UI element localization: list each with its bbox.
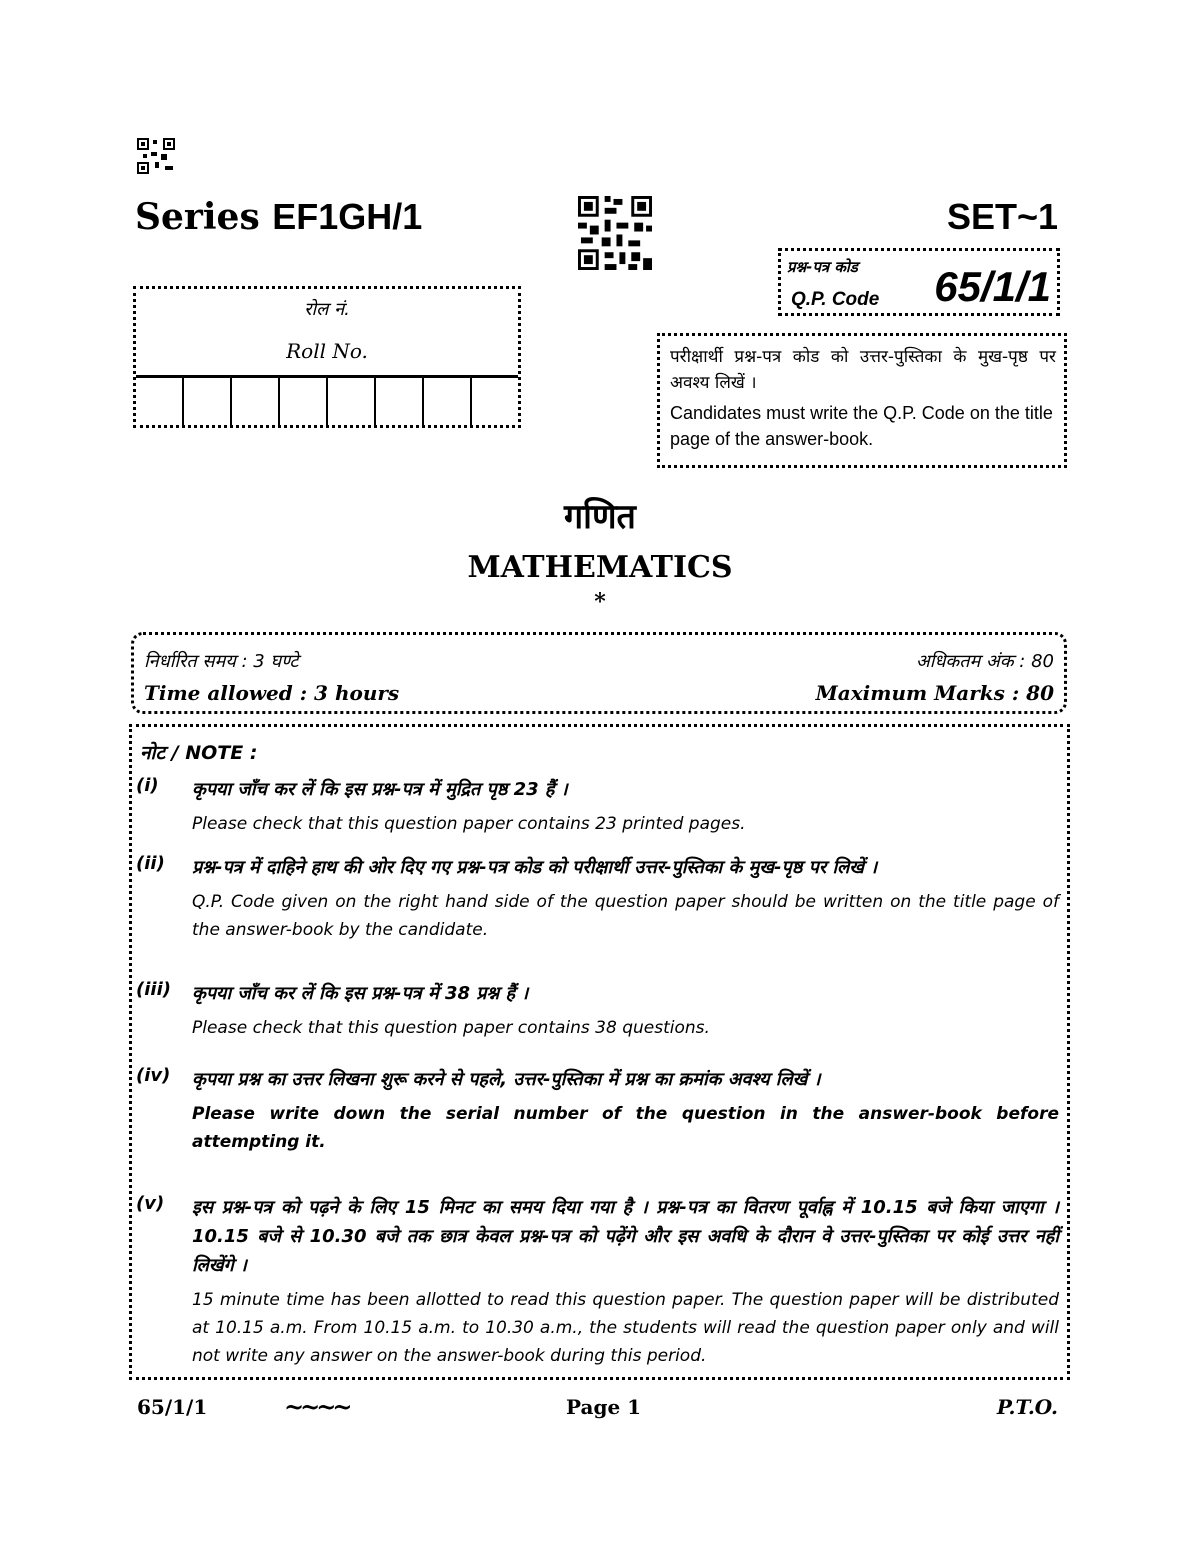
candidates-note-english: Candidates must write the Q.P. Code on the title page of the answer-book. — [670, 403, 1053, 449]
roll-cell[interactable] — [472, 378, 518, 425]
roll-number-box — [133, 286, 521, 428]
subject-title-english: MATHEMATICS — [467, 550, 733, 585]
max-marks-english: Maximum Marks : 80 — [815, 681, 1054, 705]
instruction-english: Please check that this question paper contains 38 questions. — [192, 1018, 710, 1038]
set-label: SET~1 — [946, 196, 1058, 237]
qp-code-label-hindi: प्रश्न-पत्र कोड — [787, 258, 858, 276]
time-marks-box — [131, 632, 1067, 714]
series-word: Series — [135, 196, 260, 238]
instruction-hindi: प्रश्न-पत्र में दाहिने हाथ की ओर दिए गए प्रश्न-पत्र कोड को परीक्षार्थी उत्तर-पुस्तिका के मुख-पृष्ठ पर लिखें । — [192, 857, 878, 878]
instruction-item — [132, 1065, 1059, 1156]
roll-label-english: Roll No. — [286, 339, 368, 363]
time-row-english — [144, 681, 1054, 705]
instruction-number: (ii) — [136, 853, 165, 874]
instruction-item — [132, 1193, 1059, 1370]
instruction-hindi: कृपया प्रश्न का उत्तर लिखना शुरू करने से पहले, उत्तर-पुस्तिका में प्रश्न का क्रमांक अवश्य लिखें । — [192, 1069, 821, 1090]
roll-number-cells — [136, 375, 518, 425]
instruction-english: 15 minute time has been allotted to read this question paper. The question paper will be distributed at 10.15 a.m. From 10.15 a.m. to 10.30 a.m., the students will read the question paper only and will not write any answer on the answer-book during this period. — [192, 1290, 1059, 1366]
footer-qp-code: 65/1/1 — [137, 1395, 208, 1419]
instruction-hindi: कृपया जाँच कर लें कि इस प्रश्न-पत्र में मुद्रित पृष्ठ 23 हैं । — [192, 779, 568, 800]
note-heading: नोट / NOTE : — [140, 742, 258, 764]
roll-cell[interactable] — [136, 378, 184, 425]
series-code: EF1GH/1 — [272, 196, 423, 237]
roll-label-hindi: रोल नं. — [304, 299, 350, 320]
candidates-note-hindi: परीक्षार्थी प्रश्न-पत्र कोड को उत्तर-पुस्तिका के मुख-पृष्ठ पर अवश्य लिखें । — [670, 347, 1056, 393]
small-qr-code — [137, 138, 175, 174]
roll-cell[interactable] — [328, 378, 376, 425]
instruction-item — [132, 775, 1059, 838]
footer-wave-mark: ~~~~ — [284, 1392, 349, 1421]
roll-cell[interactable] — [424, 378, 472, 425]
max-marks-hindi: अधिकतम अंक : 80 — [915, 651, 1054, 672]
instruction-number: (iii) — [136, 979, 171, 1000]
instruction-number: (iv) — [136, 1065, 171, 1086]
instruction-english: Please check that this question paper contains 23 printed pages. — [192, 814, 746, 834]
time-allowed-english: Time allowed : 3 hours — [144, 681, 400, 705]
subject-title-hindi: गणित — [564, 497, 636, 537]
qp-code-box — [778, 248, 1060, 316]
qr-code — [578, 196, 652, 270]
instruction-hindi: कृपया जाँच कर लें कि इस प्रश्न-पत्र में 38 प्रश्न हैं । — [192, 983, 529, 1004]
series-label — [135, 196, 422, 238]
instruction-number: (i) — [136, 775, 159, 796]
pto-label: P.T.O. — [996, 1395, 1058, 1419]
roll-cell[interactable] — [232, 378, 280, 425]
instructions-box — [129, 724, 1070, 1380]
page-number: Page 1 — [566, 1395, 642, 1419]
instruction-item — [132, 853, 1059, 944]
time-allowed-hindi: निर्धारित समय : 3 घण्टे — [144, 651, 299, 672]
qp-code-label-english: Q.P. Code — [791, 289, 880, 310]
instruction-number: (v) — [136, 1193, 165, 1214]
instruction-english: Q.P. Code given on the right hand side of the question paper should be written on the title page of the answer-book by the candidate. — [192, 892, 1059, 940]
roll-cell[interactable] — [184, 378, 232, 425]
roll-cell[interactable] — [376, 378, 424, 425]
instruction-hindi: इस प्रश्न-पत्र को पढ़ने के लिए 15 मिनट का समय दिया गया है । प्रश्न-पत्र का वितरण पूर्वाह्न में 10.15 बजे किया जाएगा । 10.15 बजे से 10.30 बजे तक छात्र केवल प्रश्न-पत्र को पढ़ेंगे और इस अवधि के दौरान वे उत्तर-पुस्तिका पर कोई उत्तर नहीं लिखेंगे । — [192, 1197, 1059, 1276]
instruction-item — [132, 979, 1059, 1042]
candidates-note-box — [657, 333, 1067, 468]
asterisk-mark: * — [594, 589, 606, 615]
roll-cell[interactable] — [280, 378, 328, 425]
instruction-english: Please write down the serial number of the question in the answer-book before attempting it. — [192, 1104, 1059, 1152]
qp-code-value: 65/1/1 — [934, 263, 1051, 310]
time-row-hindi — [144, 649, 1054, 673]
